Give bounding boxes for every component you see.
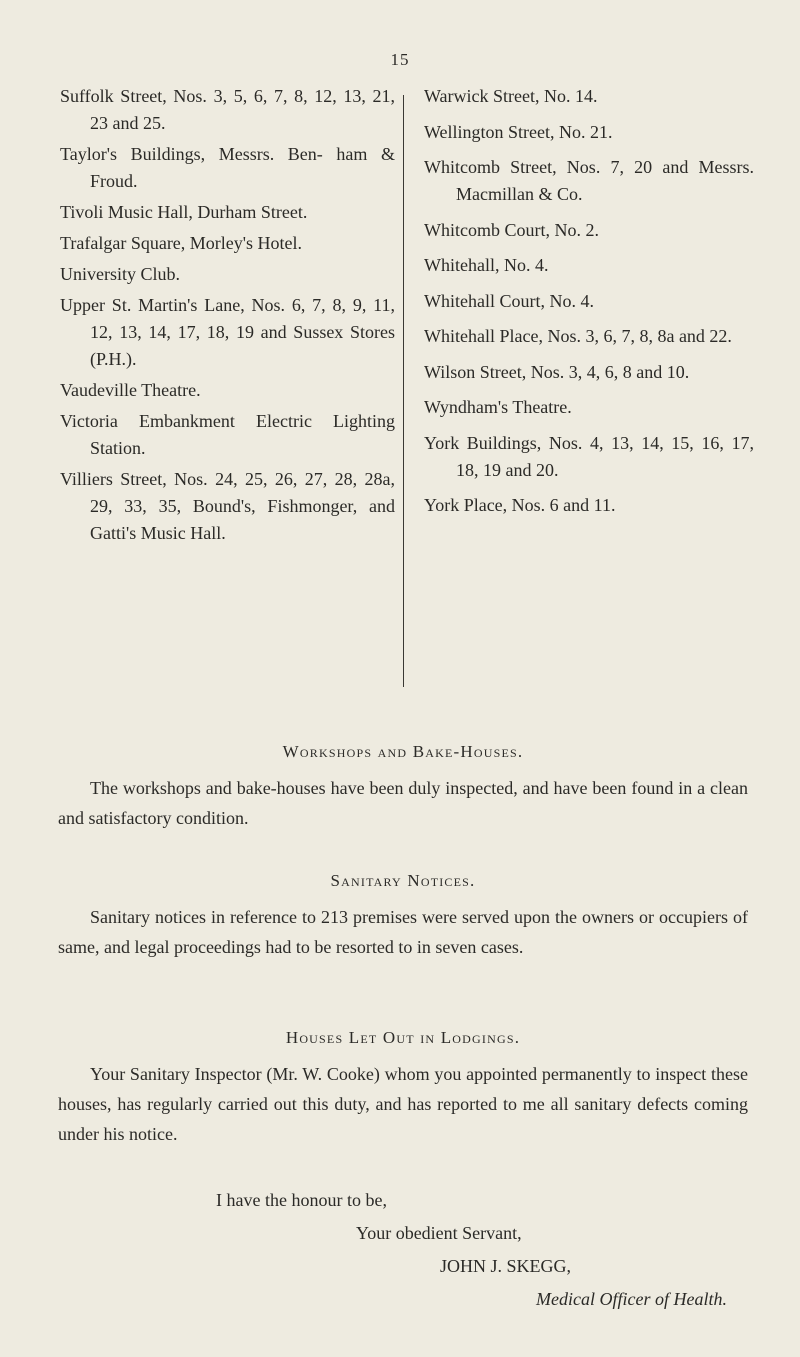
list-item: Victoria Embankment Electric Lighting Station. (60, 411, 395, 458)
list-item: Whitehall Place, Nos. 3, 6, 7, 8, 8a and 22. (424, 326, 732, 346)
closing-line: Your obedient Servant, (356, 1223, 522, 1243)
list-item: University Club. (60, 264, 180, 284)
list-item: York Place, Nos. 6 and 11. (424, 495, 616, 515)
list-item: Tivoli Music Hall, Durham Street. (60, 202, 308, 222)
list-item: Upper St. Martin's Lane, Nos. 6, 7, 8, 9, 11, 12, 13, 14, 17, 18, 19 and Sussex Stores (P.H.). (60, 295, 395, 369)
list-item: Whitehall Court, No. 4. (424, 290, 594, 311)
list-item: Whitcomb Court, No. 2. (424, 219, 599, 240)
list-item: Whitehall, No. 4. (424, 255, 549, 275)
section-heading: Sanitary Notices. (330, 871, 476, 890)
signatory-title: Medical Officer of Health. (536, 1289, 727, 1309)
closing-line: I have the honour to be, (216, 1190, 387, 1210)
list-item: Villiers Street, Nos. 24, 25, 26, 27, 28, 28a, 29, 33, 35, Bound's, Fishmonger, and Gatti's Music Hall. (60, 469, 395, 543)
list-item: Wilson Street, Nos. 3, 4, 6, 8 and 10. (424, 361, 690, 382)
left-column (60, 83, 395, 551)
section-sanitary-notices (58, 866, 748, 962)
closing (58, 1185, 748, 1335)
section-body: Sanitary notices in reference to 213 premises were served upon the owners or occupiers of same, and legal proceedings had to be resorted to in seven cases. (58, 907, 748, 957)
section-heading: Workshops and Bake-Houses. (282, 742, 524, 761)
page-number: 15 (390, 50, 410, 69)
section-body: Your Sanitary Inspector (Mr. W. Cooke) whom you appointed permanently to inspect these houses, has regularly carried out this duty, and has reported to me all sanitary defects coming under his notice. (58, 1064, 748, 1144)
section-body: The workshops and bake-houses have been duly inspected, and have been found in a clean and satisfactory condition. (58, 778, 748, 828)
section-lodgings (58, 1023, 748, 1149)
list-item: Taylor's Buildings, Messrs. Ben- ham & Froud. (60, 144, 395, 191)
street-list (58, 83, 754, 683)
right-column (424, 83, 754, 528)
list-item: Whitcomb Street, Nos. 7, 20 and Messrs. Macmillan & Co. (424, 157, 754, 204)
column-divider (403, 95, 404, 687)
list-item: Wellington Street, No. 21. (424, 121, 613, 142)
section-workshops (58, 737, 748, 833)
list-item: York Buildings, Nos. 4, 13, 14, 15, 16, 17, 18, 19 and 20. (424, 432, 754, 480)
list-item: Warwick Street, No. 14. (424, 86, 598, 106)
list-item: Trafalgar Square, Morley's Hotel. (60, 233, 303, 253)
list-item: Wyndham's Theatre. (424, 397, 572, 417)
signature: JOHN J. SKEGG, (440, 1256, 572, 1276)
list-item: Suffolk Street, Nos. 3, 5, 6, 7, 8, 12, 13, 21, 23 and 25. (60, 86, 395, 133)
list-item: Vaudeville Theatre. (60, 380, 201, 400)
section-heading: Houses Let Out in Lodgings. (285, 1028, 521, 1047)
